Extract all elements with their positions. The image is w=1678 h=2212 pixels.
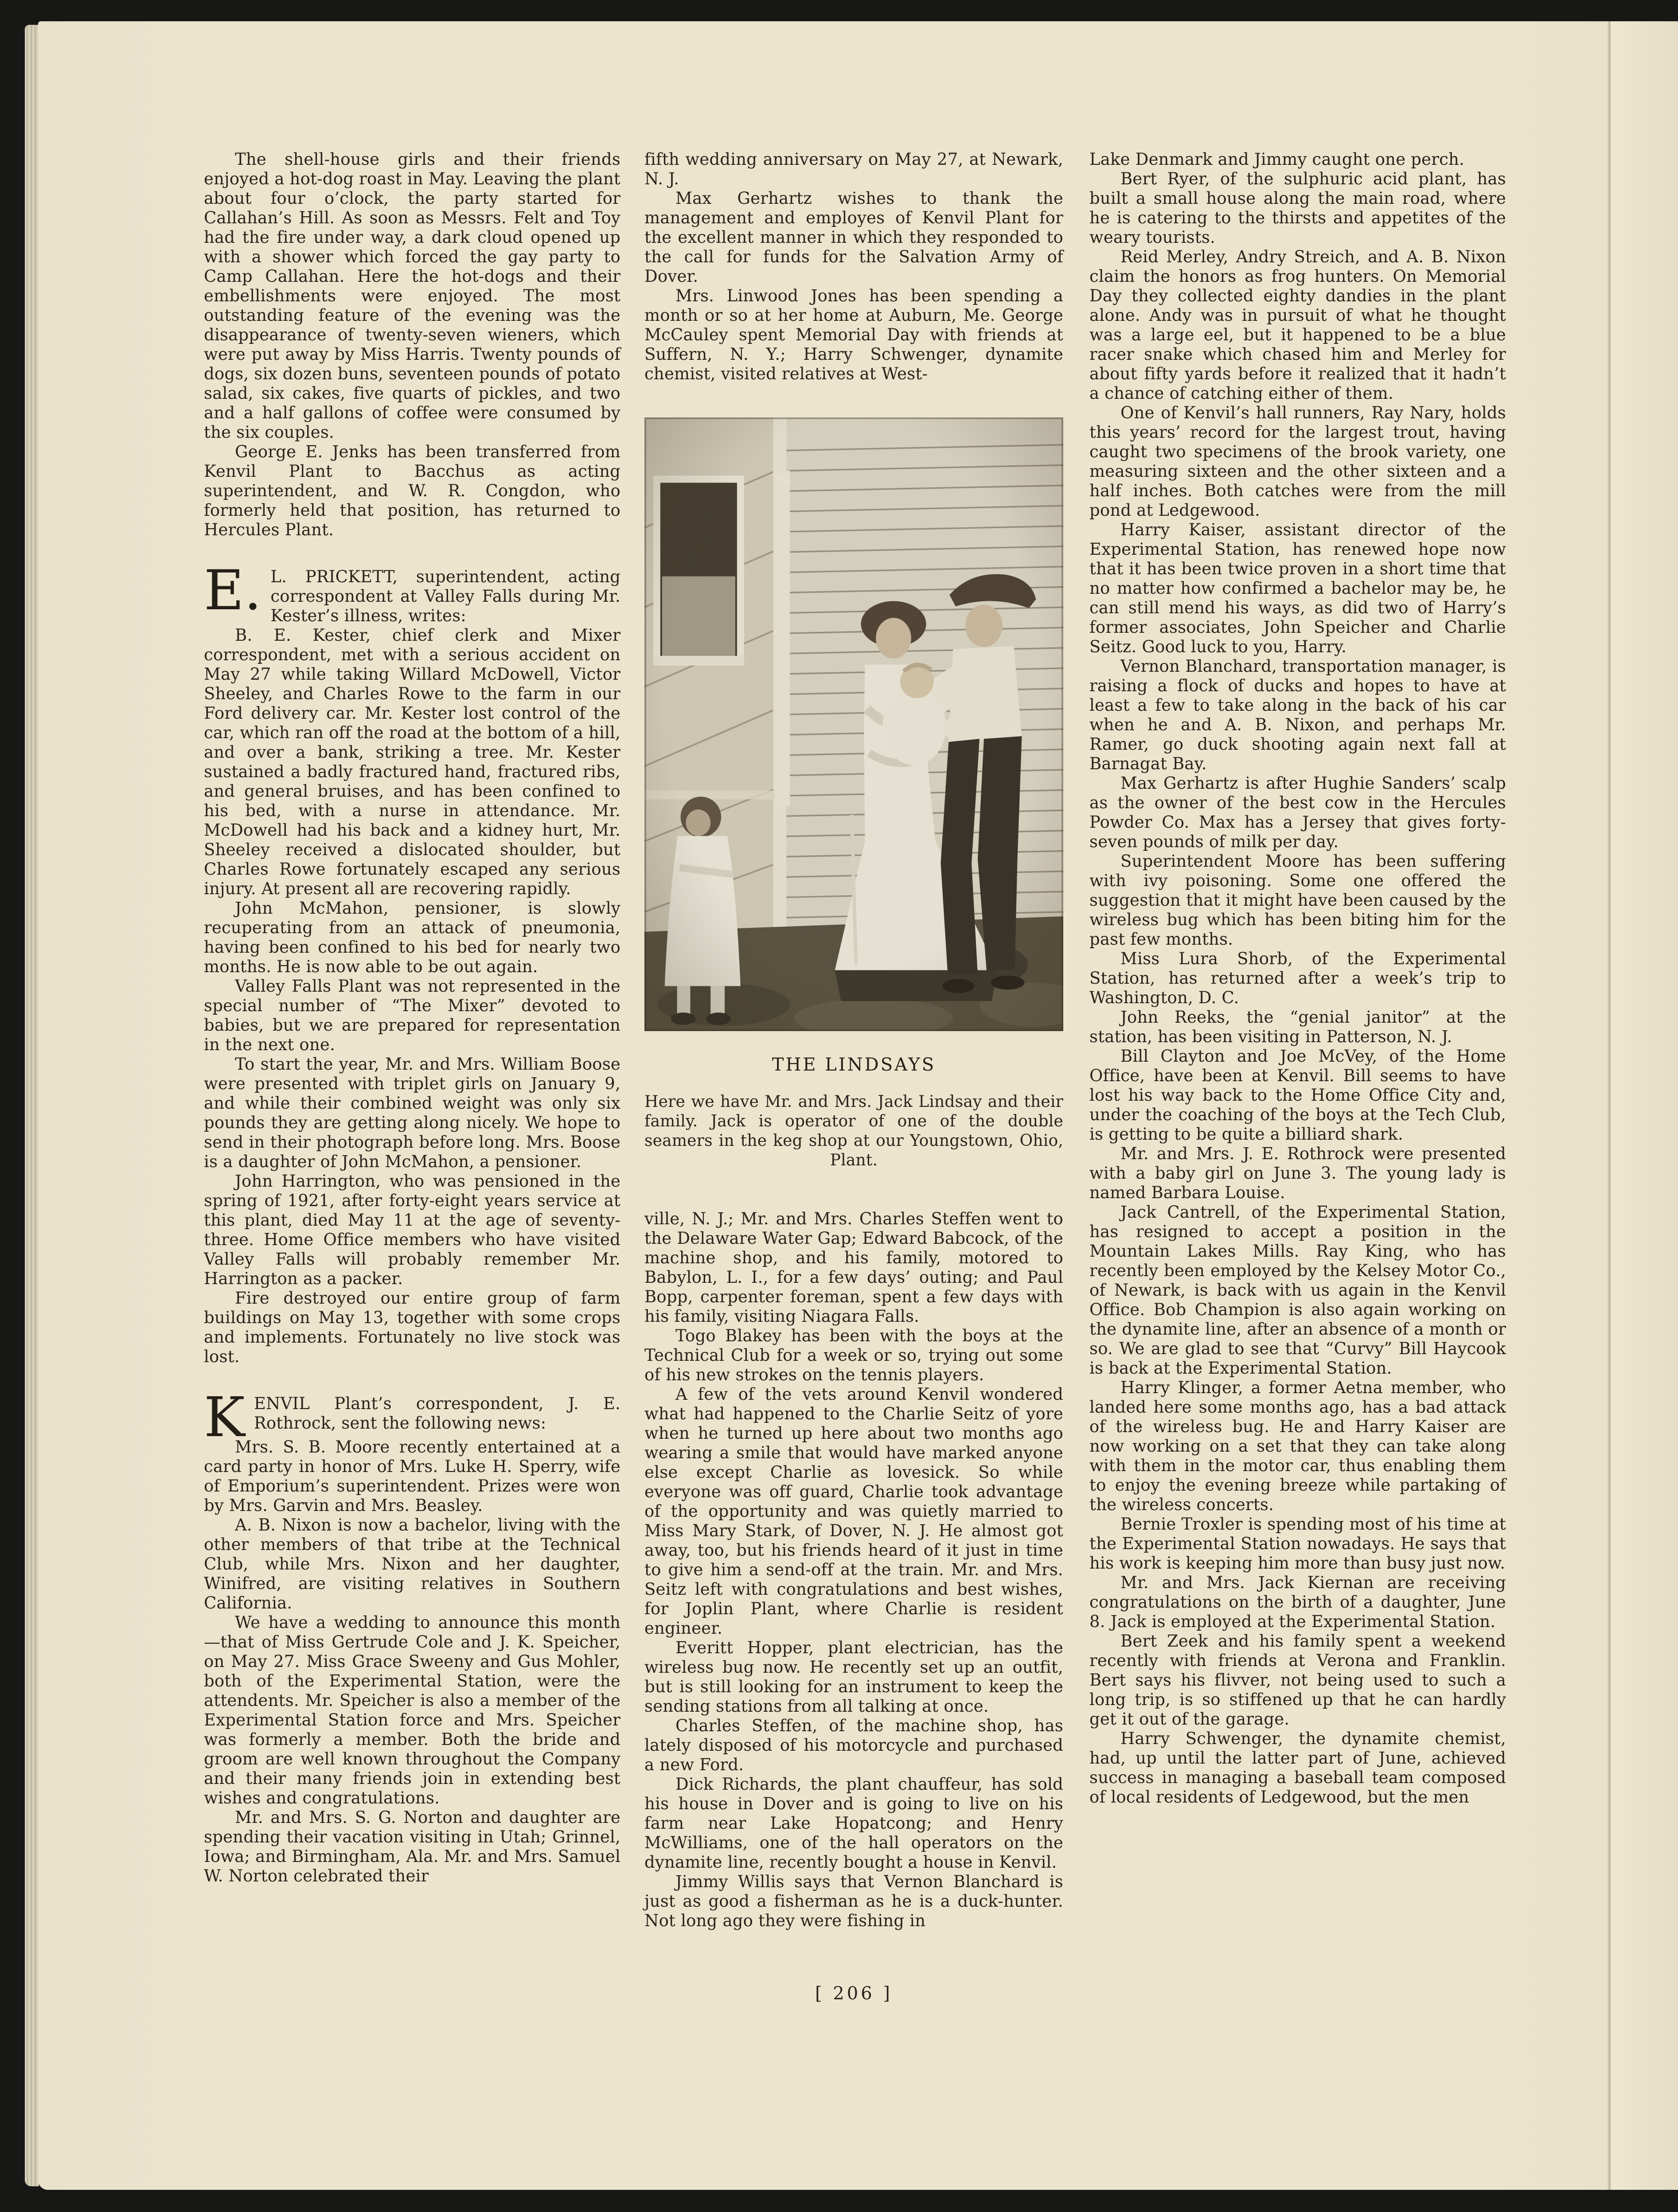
section-valley-falls [204, 559, 620, 1367]
family-photo-figure [644, 417, 1063, 1170]
paragraph: The shell-house girls and their friends enjoyed a hot-dog roast in May. Leaving the plant about four o’clock, the party started for Callahan’s Hill. As soon as Messrs. Felt and Toy had the fire under way, a dark cloud opened up with a shower which forced the gay party to Camp Callahan. Here the hot-dogs and their embellishments were enjoyed. The most outstanding feature of the evening was the disappearance of twenty-seven wieners, which were put away by Miss Harris. Twenty pounds of dogs, six dozen buns, seventeen pounds of potato salad, six cakes, five quarts of pickles, and two and a half gallons of coffee were consumed by the six couples. [204, 150, 620, 442]
paragraph: Max Gerhartz wishes to thank the management and employes of Kenvil Plant for the excellent manner in which they responded to the call for funds for the Salvation Army of Dover. [644, 189, 1063, 286]
paragraph: Reid Merley, Andry Streich, and A. B. Nixon claim the honors as frog hunters. On Memorial Day they collected eighty dandies in the plant alone. Andy was in pursuit of what he thought was a large eel, but it happened to be a blue racer snake which chased him and Merley for about fifty yards before it realized that it hadn’t a chance of catching either of them. [1089, 247, 1506, 403]
paragraph: Mr. and Mrs. J. E. Rothrock were presented with a baby girl on June 3. The young lady is named Barbara Louise. [1089, 1144, 1506, 1202]
dropcap-k: K [204, 1386, 245, 1449]
paragraph: John Harrington, who was pensioned in the spring of 1921, after forty-eight years service at this plant, died May 11 at the age of seventy-three. Home Office members who have visited Valley Falls will probably remember Mr. Harrington as a packer. [204, 1172, 620, 1288]
paragraph: Bill Clayton and Joe McVey, of the Home Office, have been at Kenvil. Bill seems to have lost his way back to the Home Office City and, under the coaching of the boys at the Tech Club, is getting to be quite a billiard shark. [1089, 1047, 1506, 1144]
column-right-paragraphs [1089, 150, 1506, 1807]
paragraph: Harry Klinger, a former Aetna member, who landed here some months ago, has a bad attack of the wireless bug. He and Harry Kaiser are now working on a set that they can take along with them in the motor car, thus enabling them to enjoy the evening breeze while partaking of the wireless concerts. [1089, 1378, 1506, 1514]
paragraph: Miss Lura Shorb, of the Experimental Station, has returned after a week’s trip to Washington, D. C. [1089, 949, 1506, 1007]
column-center-top-paragraphs [644, 150, 1063, 384]
paragraph: Jimmy Willis says that Vernon Blanchard is just as good a fisherman as he is a duck-hunter. Not long ago they were fishing in [644, 1872, 1063, 1930]
paragraph: Dick Richards, the plant chauffeur, has sold his house in Dover and is going to live on his farm near Lake Hopatcong; and Henry McWilliams, one of the hall operators on the dynamite line, recently bought a house in Kenvil. [644, 1775, 1063, 1872]
section-kenvil [204, 1386, 620, 1886]
paragraph: Max Gerhartz is after Hughie Sanders’ scalp as the owner of the best cow in the Hercules Powder Co. Max has a Jersey that gives forty-seven pounds of milk per day. [1089, 774, 1506, 851]
column-right [1089, 150, 1506, 1807]
magazine-page [38, 21, 1678, 2190]
photo-caption-text: Here we have Mr. and Mrs. Jack Lindsay and their family. Jack is operator of one of the double seamers in the keg shop at our Youngstown, Ohio, Plant. [644, 1093, 1063, 1169]
page-stack-edge [25, 25, 39, 2186]
paragraph: ville, N. J.; Mr. and Mrs. Charles Steffen went to the Delaware Water Gap; Edward Babcock, of the machine shop, and his family, motored to Babylon, L. I., for a few days’ outing; and Paul Bopp, carpenter foreman, spent a few days with his family, visiting Niagara Falls. [644, 1209, 1063, 1326]
paragraph: Charles Steffen, of the machine shop, has lately disposed of his motorcycle and purchased a new Ford. [644, 1716, 1063, 1774]
paragraph: Mrs. S. B. Moore recently entertained at a card party in honor of Mrs. Luke H. Sperry, wife of Emporium’s superintendent. Prizes were won by Mrs. Garvin and Mrs. Beasley. [204, 1437, 620, 1515]
paragraph: Mr. and Mrs. Jack Kiernan are receiving congratulations on the birth of a daughter, June 8. Jack is employed at the Experimental Station. [1089, 1573, 1506, 1631]
paragraph: Everitt Hopper, plant electrician, has the wireless bug now. He recently set up an outfit, but is still looking for an instrument to keep the sending stations from all talking at once. [644, 1638, 1063, 1716]
paragraph: fifth wedding anniversary on May 27, at Newark, N. J. [644, 150, 1063, 188]
page-number: [ 206 ] [815, 1983, 893, 2004]
section-paragraphs [204, 1437, 620, 1886]
paragraph: A few of the vets around Kenvil wondered what had happened to the Charlie Seitz of yore when he turned up here about two months ago wearing a smile that would have marked anyone else except Charlie as lovesick. So while everyone was off guard, Charlie took advantage of the opportunity and was quietly married to Miss Mary Stark, of Dover, N. J. He almost got away, too, but his friends heard of it just in time to give him a send-off at the train. Mr. and Mrs. Seitz left with congratulations and best wishes, for Joplin Plant, where Charlie is resident engineer. [644, 1385, 1063, 1638]
paragraph: One of Kenvil’s hall runners, Ray Nary, holds this years’ record for the largest trout, having caught two specimens of the brook variety, one measuring sixteen and the other sixteen and a half inches. Both catches were from the mill pond at Ledgewood. [1089, 403, 1506, 520]
paragraph: Superintendent Moore has been suffering with ivy poisoning. Some one offered the suggestion that it might have been caused by the wireless bug which has been biting him for the past few months. [1089, 852, 1506, 949]
paragraph: Fire destroyed our entire group of farm buildings on May 13, together with some crops and implements. Fortunately no live stock was lost. [204, 1289, 620, 1366]
page-curl-area [1612, 21, 1678, 2190]
section-intro-text: ENVIL Plant’s correspondent, J. E. Rothrock, sent the following news: [254, 1394, 620, 1433]
dropcap-e: E. [204, 559, 262, 623]
paragraph: B. E. Kester, chief clerk and Mixer correspondent, met with a serious accident on May 27 while taking Willard McDowell, Victor Sheeley, and Charles Rowe to the farm in our Ford delivery car. Mr. Kester lost control of the car, which ran off the road at the bottom of a hill, and over a bank, striking a tree. Mr. Kester sustained a badly fractured hand, fractured ribs, and general bruises, and has been confined to his bed, with a nurse in attendance. Mr. McDowell had his back and a kidney hurt, Mr. Sheeley received a dislocated shoulder, but Charles Rowe fortunately escaped any serious injury. At present all are recovering rapidly. [204, 626, 620, 898]
paragraph: Valley Falls Plant was not represented in the special number of “The Mixer” devoted to babies, but we are prepared for representation in the next one. [204, 977, 620, 1054]
family-photo [644, 417, 1063, 1031]
section-paragraphs [204, 626, 620, 1367]
paragraph: To start the year, Mr. and Mrs. William Boose were presented with triplet girls on January 9, and while their combined weight was only six pounds they are getting along nicely. We hope to send in their photograph before long. Mrs. Boose is a daughter of John McMahon, a pensioner. [204, 1055, 620, 1171]
paragraph: Togo Blakey has been with the boys at the Technical Club for a week or so, trying out some of his new strokes on the tennis players. [644, 1326, 1063, 1384]
paragraph: Lake Denmark and Jimmy caught one perch. [1089, 150, 1465, 169]
column-left-top-paragraphs [204, 150, 620, 540]
column-center [644, 150, 1063, 1931]
column-left [204, 150, 620, 1886]
page-crease [1607, 21, 1612, 2190]
paragraph: Harry Kaiser, assistant director of the Experimental Station, has renewed hope now that it has been twice proven in a short time that no matter how confirmed a bachelor may be, he can still mend his ways, as did two of Harry’s former associates, John Speicher and Charlie Seitz. Good luck to you, Harry. [1089, 520, 1506, 656]
paragraph: George E. Jenks has been transferred from Kenvil Plant to Bacchus as acting superintendent, and W. R. Congdon, who formerly held that position, has returned to Hercules Plant. [204, 442, 620, 539]
paragraph: Mrs. Linwood Jones has been spending a month or so at her home at Auburn, Me. George McCauley spent Memorial Day with friends at Suffern, N. Y.; Harry Schwenger, dynamite chemist, visited relatives at West- [644, 286, 1063, 383]
paragraph: Bert Zeek and his family spent a weekend recently with friends at Verona and Franklin. Bert says his flivver, not being used to such a long trip, is so stiffened up that he can hardly get it out of the garage. [1089, 1632, 1506, 1729]
paragraph: We have a wedding to announce this month —that of Miss Gertrude Cole and J. K. Speicher, on May 27. Miss Grace Sweeny and Gus Mohler, both of the Experimental Station, were the attendents. Mr. Speicher is also a member of the Experimental Station force and Mrs. Speicher was formerly a member. Both the bride and groom are well known throughout the Company and their many friends join in extending best wishes and congratulations. [204, 1613, 620, 1807]
paragraph: Mr. and Mrs. S. G. Norton and daughter are spending their vacation visiting in Utah; Grinnel, Iowa; and Birmingham, Ala. Mr. and Mrs. Samuel W. Norton celebrated their [204, 1808, 620, 1885]
paragraph: Jack Cantrell, of the Experimental Station, has resigned to accept a position in the Mountain Lakes Mills. Ray King, who has recently been employed by the Kelsey Motor Co., of Newark, is back with us again in the Kenvil Office. Bob Champion is also again working on the dynamite line, after an absence of a month or so. We are glad to see that “Curvy” Bill Haycook is back at the Experimental Station. [1089, 1203, 1506, 1378]
paragraph: John McMahon, pensioner, is slowly recuperating from an attack of pneumonia, having been confined to his bed for nearly two months. He is now able to be out again. [204, 899, 620, 976]
section-intro [204, 559, 620, 626]
section-intro [204, 1386, 620, 1449]
photo-caption [644, 1055, 1063, 1170]
paragraph: Vernon Blanchard, transportation manager, is raising a flock of ducks and hopes to have at least a few to take along in the back of his car when he and A. B. Nixon, and perhaps Mr. Ramer, go duck shooting again next fall at Barnagat Bay. [1089, 657, 1506, 773]
paragraph: A. B. Nixon is now a bachelor, living with the other members of that tribe at the Technical Club, while Mrs. Nixon and her daughter, Winifred, are visiting relatives in Southern California. [204, 1515, 620, 1612]
paragraph: Bernie Troxler is spending most of his time at the Experimental Station nowadays. He says that his work is keeping him more than busy just now. [1089, 1515, 1506, 1573]
column-center-bottom-paragraphs [644, 1209, 1063, 1931]
section-intro-text: L. PRICKETT, superintendent, acting correspondent at Valley Falls during Mr. Kester’s illness, writes: [270, 567, 620, 625]
paragraph: Bert Ryer, of the sulphuric acid plant, has built a small house along the main road, where he is catering to the thirsts and appetites of the weary tourists. [1089, 169, 1506, 247]
photo-caption-title: THE LINDSAYS [772, 1055, 936, 1075]
paragraph: Harry Schwenger, the dynamite chemist, had, up until the latter part of June, achieved success in managing a baseball team composed of local residents of Ledgewood, but the men [1089, 1729, 1506, 1807]
paragraph: John Reeks, the “genial janitor” at the station, has been visiting in Patterson, N. J. [1089, 1008, 1506, 1046]
